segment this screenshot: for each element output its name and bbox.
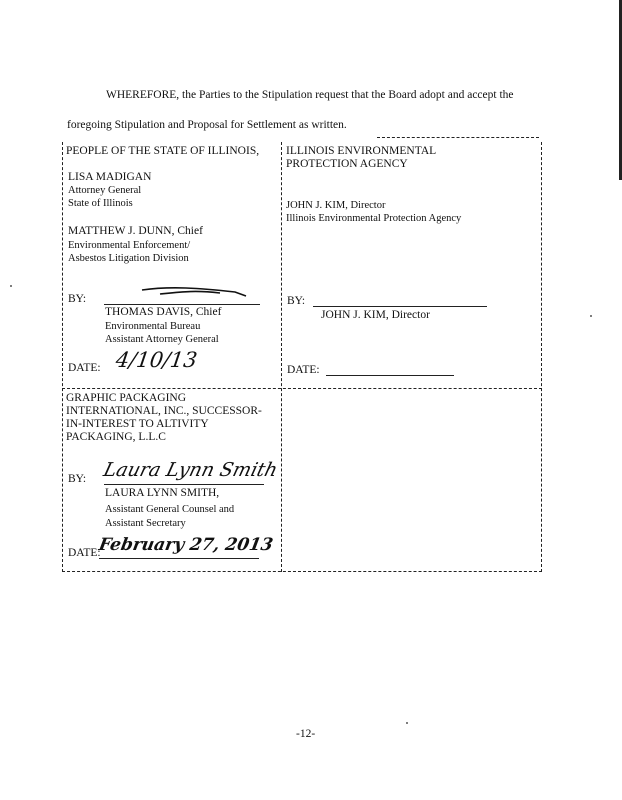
table-left-border	[62, 142, 63, 572]
people-signature	[140, 280, 250, 302]
table-bottom-border	[62, 571, 542, 572]
iepa-agency: Illinois Environmental Protection Agency	[286, 213, 462, 224]
table-middle-border	[62, 388, 542, 389]
people-date-label: DATE:	[68, 362, 101, 374]
gpi-date-value: February 27, 2013	[97, 535, 275, 555]
gpi-heading-3: IN-INTEREST TO ALTIVITY	[66, 418, 209, 430]
gpi-by-label: BY:	[68, 473, 87, 485]
table-right-border	[541, 142, 542, 572]
iepa-signer: JOHN J. KIM, Director	[321, 309, 430, 321]
iepa-signature-line	[313, 306, 487, 307]
iepa-by-label: BY:	[287, 295, 306, 307]
people-signer-title-2: Assistant Attorney General	[105, 334, 219, 345]
iepa-date-line	[326, 375, 454, 376]
gpi-heading-4: PACKAGING, L.L.C	[66, 431, 166, 443]
people-signer-title-1: Environmental Bureau	[105, 321, 201, 332]
ag-state: State of Illinois	[68, 198, 133, 209]
gpi-signature-line	[104, 484, 264, 485]
gpi-signer-name: LAURA LYNN SMITH,	[105, 487, 220, 499]
iepa-director: JOHN J. KIM, Director	[286, 200, 386, 211]
gpi-heading-2: INTERNATIONAL, INC., SUCCESSOR-	[66, 405, 262, 417]
page-number: -12-	[296, 728, 316, 740]
chief-division-2: Asbestos Litigation Division	[68, 253, 189, 264]
scan-speck	[10, 285, 12, 287]
iepa-heading-2: PROTECTION AGENCY	[286, 158, 408, 170]
intro-line-1: WHEREFORE, the Parties to the Stipulation request that the Board adopt and accept the	[106, 89, 514, 101]
gpi-signer-title-2: Assistant Secretary	[105, 518, 186, 529]
table-top-border	[377, 137, 539, 138]
scan-speck	[406, 722, 408, 724]
gpi-heading-1: GRAPHIC PACKAGING	[66, 392, 187, 404]
people-date-value: 4/10/13	[114, 348, 199, 372]
people-signature-line	[104, 304, 260, 305]
ag-title: Attorney General	[68, 185, 142, 196]
gpi-signature: Laura Lynn Smith	[101, 459, 280, 481]
gpi-date-line	[99, 558, 259, 559]
gpi-signer-title-1: Assistant General Counsel and	[105, 504, 235, 515]
people-heading: PEOPLE OF THE STATE OF ILLINOIS,	[66, 145, 260, 157]
chief-name: MATTHEW J. DUNN, Chief	[68, 225, 203, 237]
people-by-label: BY:	[68, 293, 87, 305]
people-signer-name: THOMAS DAVIS, Chief	[105, 306, 222, 318]
table-center-border	[281, 142, 282, 572]
gpi-date-label: DATE:	[68, 547, 101, 559]
scan-speck	[590, 315, 592, 317]
iepa-date-label: DATE:	[287, 364, 320, 376]
intro-line-2: foregoing Stipulation and Proposal for Settlement as written.	[67, 119, 347, 131]
chief-division-1: Environmental Enforcement/	[68, 240, 191, 251]
iepa-heading-1: ILLINOIS ENVIRONMENTAL	[286, 145, 437, 157]
ag-name: LISA MADIGAN	[68, 171, 152, 183]
